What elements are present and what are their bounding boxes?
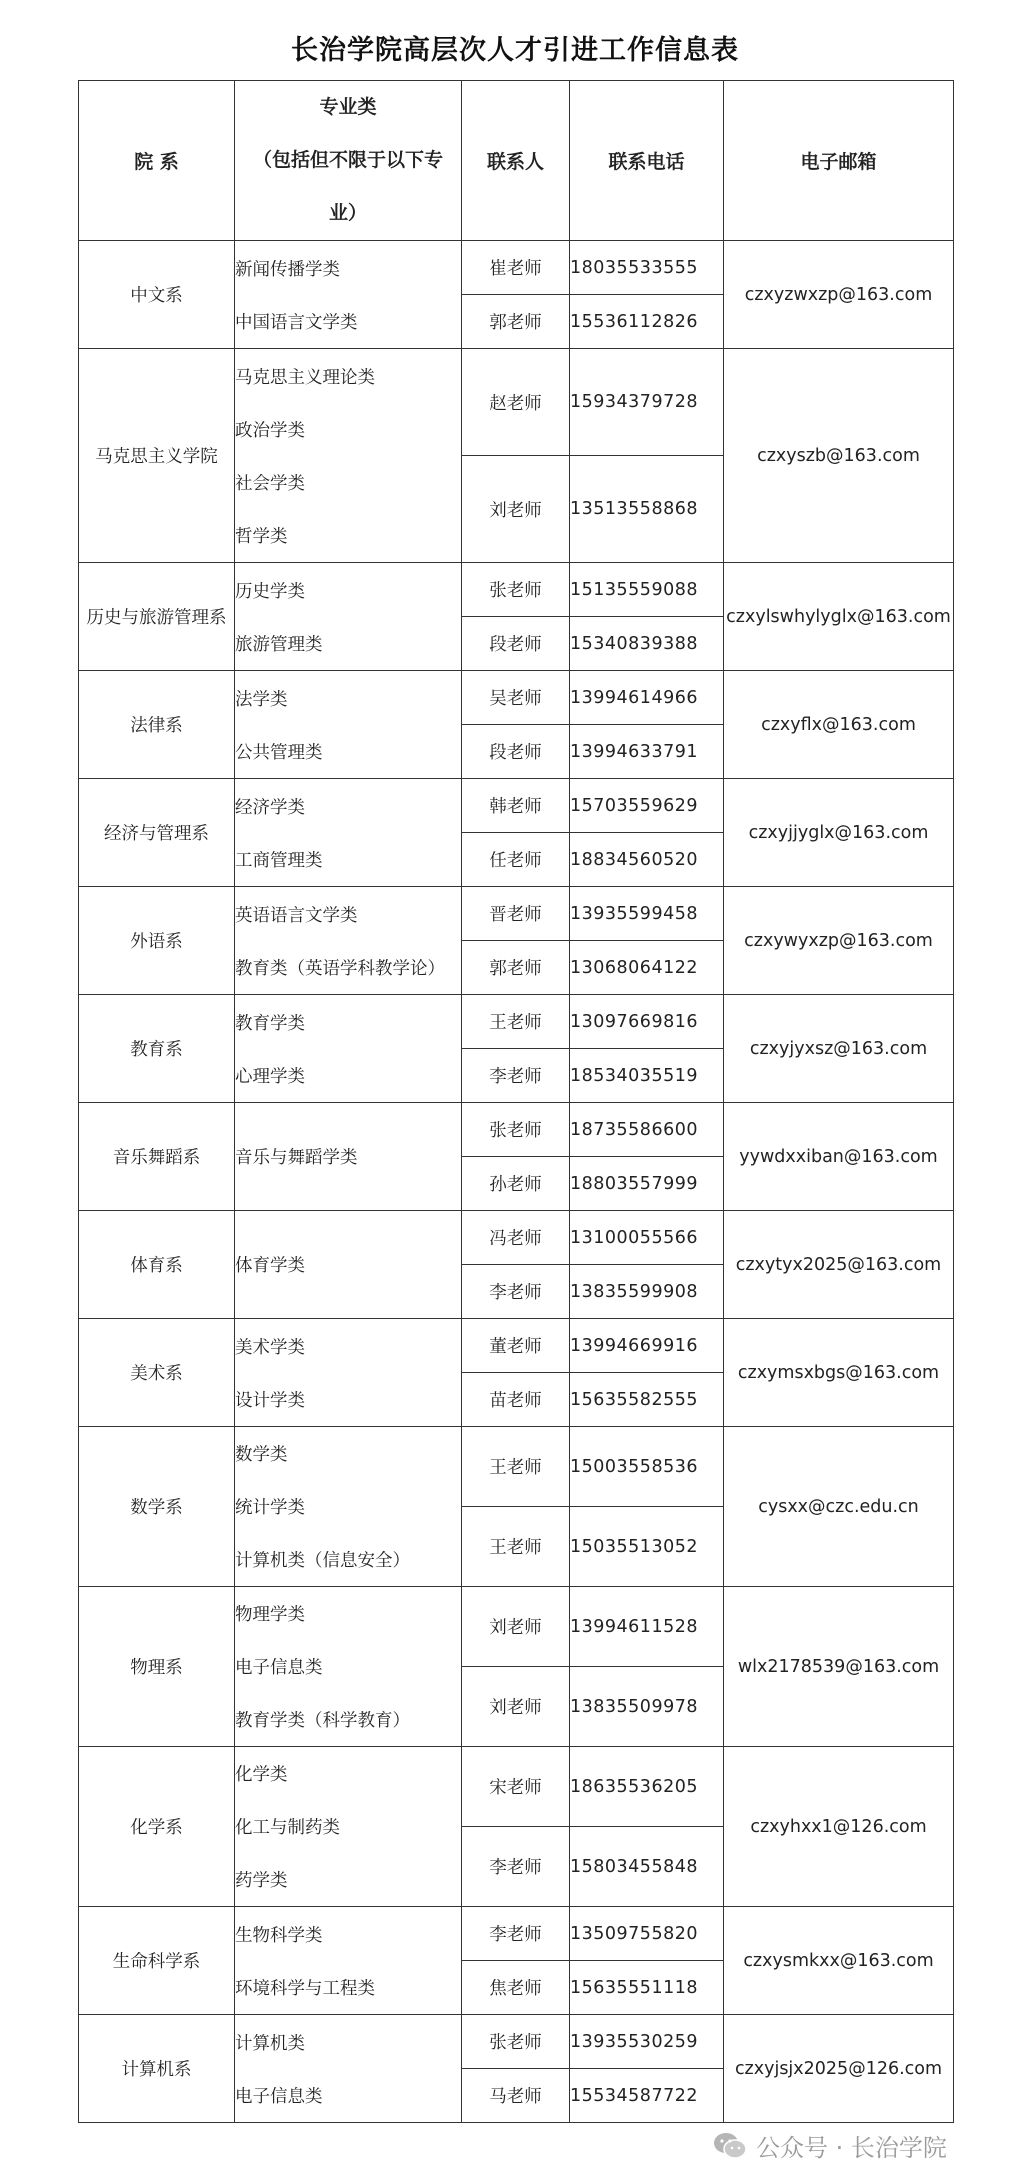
majors-cell bbox=[235, 1103, 462, 1211]
wechat-icon bbox=[712, 2131, 748, 2161]
dept-cell: 经济与管理系 bbox=[79, 779, 235, 887]
header-major-line2: （包括但不限于以下专 bbox=[252, 149, 443, 171]
contact-name: 段老师 bbox=[462, 725, 570, 779]
contact-name: 苗老师 bbox=[462, 1373, 570, 1427]
majors-cell bbox=[235, 1319, 462, 1427]
contact-name: 吴老师 bbox=[462, 671, 570, 725]
header-email: 电子邮箱 bbox=[724, 81, 954, 241]
major-item: 社会学类 bbox=[235, 473, 305, 494]
table-row bbox=[79, 1211, 954, 1265]
contact-name: 刘老师 bbox=[462, 456, 570, 563]
contact-phone: 13068064122 bbox=[570, 941, 724, 995]
major-item: 历史学类 bbox=[235, 581, 305, 602]
contact-name: 冯老师 bbox=[462, 1211, 570, 1265]
contact-name: 张老师 bbox=[462, 563, 570, 617]
major-item: 统计学类 bbox=[235, 1498, 305, 1518]
contact-phone: 15534587722 bbox=[570, 2069, 724, 2123]
table-row bbox=[79, 887, 954, 941]
contact-name: 韩老师 bbox=[462, 779, 570, 833]
contact-phone: 13513558868 bbox=[570, 456, 724, 563]
major-item: 药学类 bbox=[235, 1871, 288, 1891]
dept-cell: 计算机系 bbox=[79, 2015, 235, 2123]
dept-cell: 外语系 bbox=[79, 887, 235, 995]
contact-name: 郭老师 bbox=[462, 941, 570, 995]
majors-cell bbox=[235, 1747, 462, 1907]
major-item: 马克思主义理论类 bbox=[235, 367, 375, 388]
dept-cell: 美术系 bbox=[79, 1319, 235, 1427]
contact-phone: 15135559088 bbox=[570, 563, 724, 617]
table-row bbox=[79, 1319, 954, 1373]
table-row bbox=[79, 995, 954, 1049]
contact-phone: 15003558536 bbox=[570, 1427, 724, 1507]
contact-phone: 13509755820 bbox=[570, 1907, 724, 1961]
email-cell: czxyjyxsz@163.com bbox=[724, 995, 954, 1103]
contact-name: 张老师 bbox=[462, 2015, 570, 2069]
table-row bbox=[79, 563, 954, 617]
contact-phone: 13835599908 bbox=[570, 1265, 724, 1319]
major-item: 生物科学类 bbox=[235, 1925, 323, 1946]
dept-cell: 物理系 bbox=[79, 1587, 235, 1747]
header-contact: 联系人 bbox=[462, 81, 570, 241]
header-major bbox=[235, 81, 462, 241]
contact-phone: 15703559629 bbox=[570, 779, 724, 833]
contact-name: 李老师 bbox=[462, 1827, 570, 1907]
major-item: 中国语言文学类 bbox=[235, 312, 358, 333]
email-cell: wlx2178539@163.com bbox=[724, 1587, 954, 1747]
contact-phone: 13994611528 bbox=[570, 1587, 724, 1667]
email-cell: czxywyxzp@163.com bbox=[724, 887, 954, 995]
contact-phone: 13994669916 bbox=[570, 1319, 724, 1373]
contact-name: 段老师 bbox=[462, 617, 570, 671]
contact-name: 郭老师 bbox=[462, 295, 570, 349]
major-item: 计算机类 bbox=[235, 2033, 305, 2054]
dept-cell: 音乐舞蹈系 bbox=[79, 1103, 235, 1211]
major-item: 物理学类 bbox=[235, 1605, 305, 1625]
email-cell: czxytyx2025@163.com bbox=[724, 1211, 954, 1319]
majors-cell bbox=[235, 1587, 462, 1747]
major-item: 教育类（英语学科教学论） bbox=[235, 958, 445, 979]
table-row bbox=[79, 349, 954, 456]
info-table bbox=[78, 80, 954, 2123]
dept-cell: 数学系 bbox=[79, 1427, 235, 1587]
table-row bbox=[79, 241, 954, 295]
contact-phone: 15035513052 bbox=[570, 1507, 724, 1587]
major-item: 新闻传播学类 bbox=[235, 259, 340, 280]
major-item: 教育学类（科学教育） bbox=[235, 1711, 410, 1731]
dept-cell: 化学系 bbox=[79, 1747, 235, 1907]
majors-cell bbox=[235, 1427, 462, 1587]
dept-cell: 教育系 bbox=[79, 995, 235, 1103]
email-cell: czxyzwxzp@163.com bbox=[724, 241, 954, 349]
major-item: 美术学类 bbox=[235, 1337, 305, 1358]
contact-name: 焦老师 bbox=[462, 1961, 570, 2015]
major-item: 旅游管理类 bbox=[235, 634, 323, 655]
contact-name: 王老师 bbox=[462, 995, 570, 1049]
dept-cell: 历史与旅游管理系 bbox=[79, 563, 235, 671]
major-item: 政治学类 bbox=[235, 420, 305, 441]
header-row bbox=[79, 81, 954, 241]
major-item: 音乐与舞蹈学类 bbox=[235, 1148, 358, 1168]
majors-cell bbox=[235, 1211, 462, 1319]
majors-cell bbox=[235, 2015, 462, 2123]
header-dept: 院 系 bbox=[79, 81, 235, 241]
majors-cell bbox=[235, 779, 462, 887]
contact-phone: 13097669816 bbox=[570, 995, 724, 1049]
contact-name: 赵老师 bbox=[462, 349, 570, 456]
majors-cell bbox=[235, 241, 462, 349]
contact-name: 李老师 bbox=[462, 1265, 570, 1319]
major-item: 数学类 bbox=[235, 1445, 288, 1465]
table-row bbox=[79, 1427, 954, 1507]
contact-name: 晋老师 bbox=[462, 887, 570, 941]
contact-name: 任老师 bbox=[462, 833, 570, 887]
email-cell: cysxx@czc.edu.cn bbox=[724, 1427, 954, 1587]
email-cell: czxyjsjx2025@126.com bbox=[724, 2015, 954, 2123]
contact-phone: 13994633791 bbox=[570, 725, 724, 779]
email-cell: czxymsxbgs@163.com bbox=[724, 1319, 954, 1427]
table-row bbox=[79, 1907, 954, 1961]
majors-cell bbox=[235, 1907, 462, 2015]
contact-phone: 15635582555 bbox=[570, 1373, 724, 1427]
table-row bbox=[79, 1747, 954, 1827]
majors-cell bbox=[235, 563, 462, 671]
email-cell: czxysmkxx@163.com bbox=[724, 1907, 954, 2015]
major-item: 环境科学与工程类 bbox=[235, 1978, 375, 1999]
contact-phone: 18035533555 bbox=[570, 241, 724, 295]
major-item: 法学类 bbox=[235, 689, 288, 710]
table-row bbox=[79, 671, 954, 725]
contact-name: 董老师 bbox=[462, 1319, 570, 1373]
dept-cell: 生命科学系 bbox=[79, 1907, 235, 2015]
contact-name: 刘老师 bbox=[462, 1667, 570, 1747]
dept-cell: 体育系 bbox=[79, 1211, 235, 1319]
table-row bbox=[79, 779, 954, 833]
dept-cell: 马克思主义学院 bbox=[79, 349, 235, 563]
contact-name: 宋老师 bbox=[462, 1747, 570, 1827]
contact-name: 王老师 bbox=[462, 1427, 570, 1507]
table-row bbox=[79, 1103, 954, 1157]
contact-phone: 18735586600 bbox=[570, 1103, 724, 1157]
header-major-line1: 专业类 bbox=[319, 96, 377, 118]
major-item: 工商管理类 bbox=[235, 850, 323, 871]
major-item: 电子信息类 bbox=[235, 2086, 323, 2107]
table-row bbox=[79, 2015, 954, 2069]
contact-name: 崔老师 bbox=[462, 241, 570, 295]
email-cell: czxylswhylyglx@163.com bbox=[724, 563, 954, 671]
major-item: 设计学类 bbox=[235, 1390, 305, 1411]
major-item: 化学类 bbox=[235, 1765, 288, 1785]
email-cell: czxyszb@163.com bbox=[724, 349, 954, 563]
major-item: 经济学类 bbox=[235, 797, 305, 818]
footer-watermark bbox=[712, 2128, 947, 2163]
contact-phone: 18803557999 bbox=[570, 1157, 724, 1211]
dept-cell: 法律系 bbox=[79, 671, 235, 779]
email-cell: czxyhxx1@126.com bbox=[724, 1747, 954, 1907]
contact-name: 李老师 bbox=[462, 1907, 570, 1961]
majors-cell bbox=[235, 671, 462, 779]
email-cell: czxyjjyglx@163.com bbox=[724, 779, 954, 887]
contact-name: 张老师 bbox=[462, 1103, 570, 1157]
major-item: 化工与制药类 bbox=[235, 1818, 340, 1838]
contact-phone: 13935530259 bbox=[570, 2015, 724, 2069]
contact-name: 马老师 bbox=[462, 2069, 570, 2123]
contact-name: 孙老师 bbox=[462, 1157, 570, 1211]
page-title: 长治学院高层次人才引进工作信息表 bbox=[291, 35, 739, 66]
contact-name: 王老师 bbox=[462, 1507, 570, 1587]
major-item: 教育学类 bbox=[235, 1013, 305, 1034]
major-item: 计算机类（信息安全） bbox=[235, 1551, 410, 1571]
contact-phone: 15340839388 bbox=[570, 617, 724, 671]
footer-text: 公众号 · 长治学院 bbox=[756, 2134, 947, 2162]
majors-cell bbox=[235, 887, 462, 995]
majors-cell bbox=[235, 995, 462, 1103]
dept-cell: 中文系 bbox=[79, 241, 235, 349]
major-item: 心理学类 bbox=[235, 1066, 305, 1087]
contact-phone: 15934379728 bbox=[570, 349, 724, 456]
contact-phone: 15536112826 bbox=[570, 295, 724, 349]
contact-phone: 18834560520 bbox=[570, 833, 724, 887]
table-body bbox=[79, 241, 954, 2123]
contact-phone: 13935599458 bbox=[570, 887, 724, 941]
table-row bbox=[79, 1587, 954, 1667]
email-cell: czxyflx@163.com bbox=[724, 671, 954, 779]
contact-phone: 18635536205 bbox=[570, 1747, 724, 1827]
contact-phone: 15803455848 bbox=[570, 1827, 724, 1907]
contact-phone: 15635551118 bbox=[570, 1961, 724, 2015]
major-item: 电子信息类 bbox=[235, 1658, 323, 1678]
majors-cell bbox=[235, 349, 462, 563]
major-item: 公共管理类 bbox=[235, 742, 323, 763]
email-cell: yywdxxiban@163.com bbox=[724, 1103, 954, 1211]
contact-name: 刘老师 bbox=[462, 1587, 570, 1667]
contact-phone: 13100055566 bbox=[570, 1211, 724, 1265]
major-item: 英语语言文学类 bbox=[235, 905, 358, 926]
major-item: 体育学类 bbox=[235, 1256, 305, 1276]
contact-name: 李老师 bbox=[462, 1049, 570, 1103]
header-phone: 联系电话 bbox=[570, 81, 724, 241]
contact-phone: 13835509978 bbox=[570, 1667, 724, 1747]
major-item: 哲学类 bbox=[235, 526, 288, 547]
contact-phone: 13994614966 bbox=[570, 671, 724, 725]
header-major-line3: 业） bbox=[328, 202, 367, 224]
contact-phone: 18534035519 bbox=[570, 1049, 724, 1103]
